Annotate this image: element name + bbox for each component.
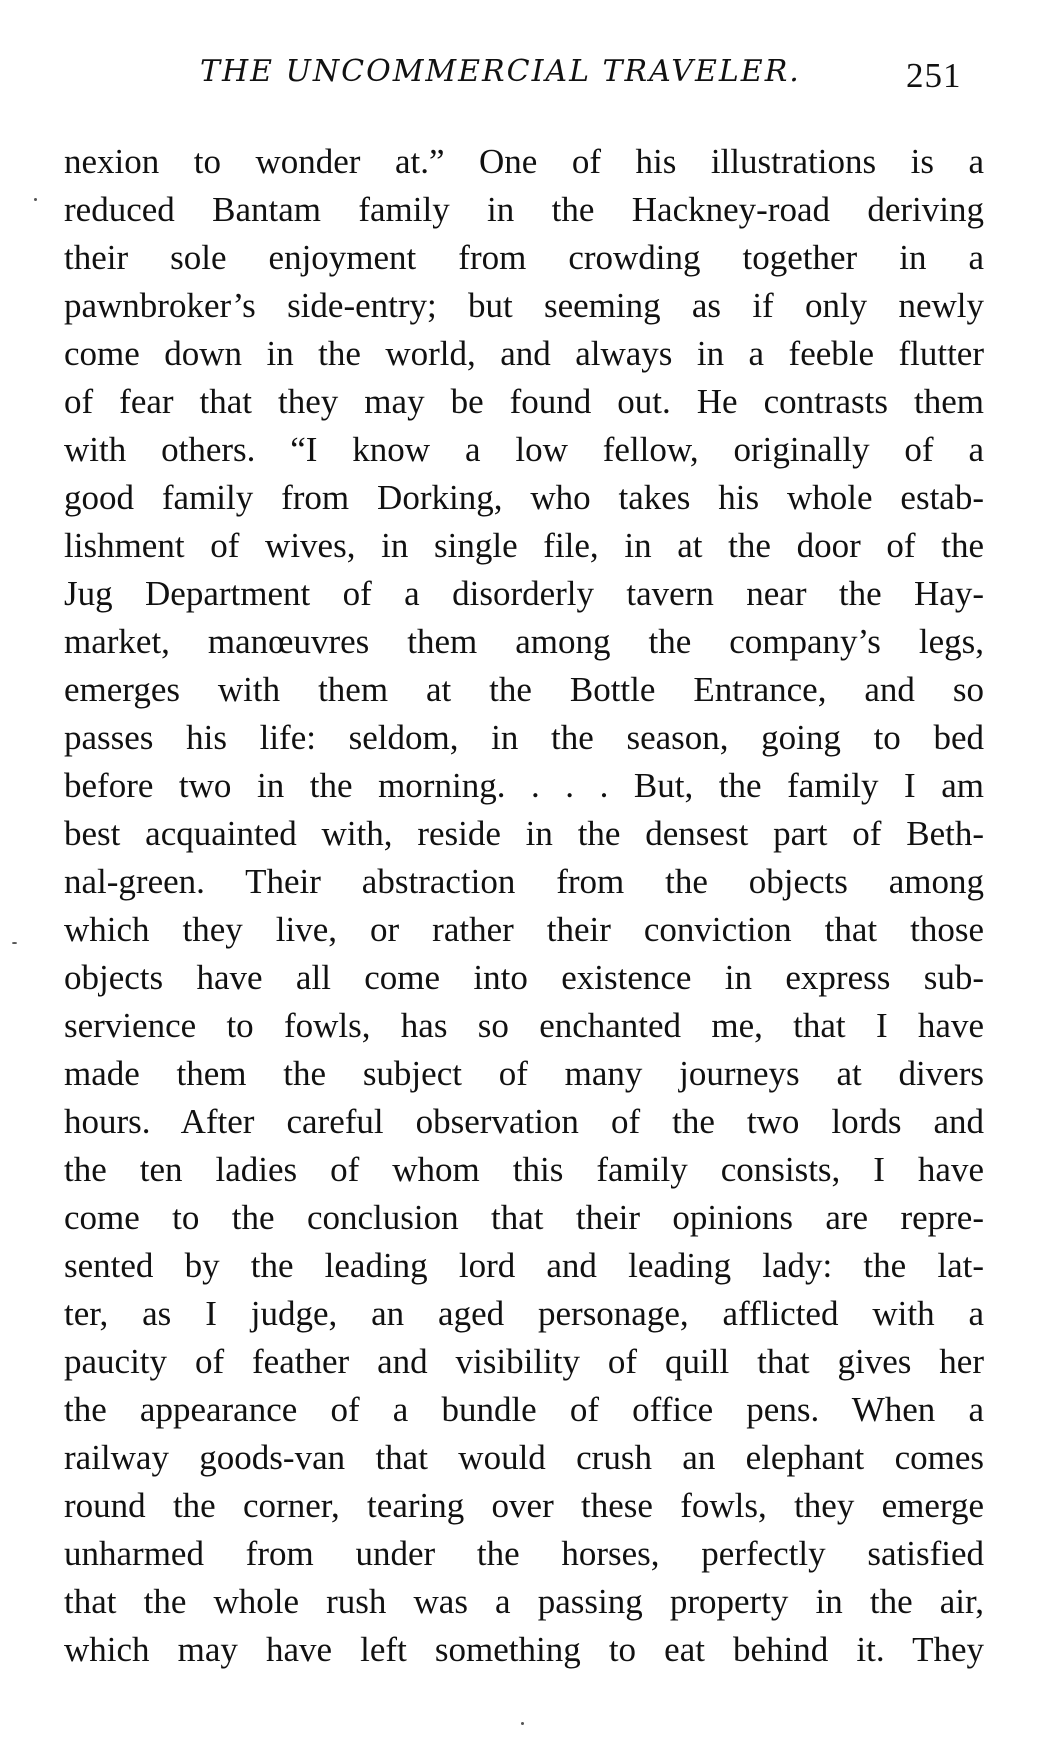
text-line: Jug Department of a disorderly tavern near the Hay- (64, 574, 984, 613)
text-line: nexion to wonder at.” One of his illustrations is a (64, 142, 984, 181)
text-line: which they live, or rather their conviction that those (64, 910, 984, 949)
text-line: lishment of wives, in single file, in at the door of the (64, 526, 984, 565)
text-line: come down in the world, and always in a feeble flutter (64, 334, 984, 373)
text-line: hours. After careful observation of the two lords and (64, 1102, 984, 1141)
text-line: sented by the leading lord and leading lady: the lat- (64, 1246, 984, 1285)
text-line: their sole enjoyment from crowding together in a (64, 238, 984, 277)
text-line: that the whole rush was a passing property in the air, (64, 1582, 984, 1621)
text-line: servience to fowls, has so enchanted me, that I have (64, 1006, 984, 1045)
body-text (64, 138, 984, 1674)
text-line: the ten ladies of whom this family consists, I have (64, 1150, 984, 1189)
text-line: best acquainted with, reside in the densest part of Beth- (64, 814, 984, 853)
scan-speck (521, 1722, 524, 1725)
text-line: railway goods-van that would crush an elephant comes (64, 1438, 984, 1477)
running-head-title: THE UNCOMMERCIAL TRAVELER. (200, 54, 801, 89)
text-line: come to the conclusion that their opinions are repre- (64, 1198, 984, 1237)
text-line: good family from Dorking, who takes his whole estab- (64, 478, 984, 517)
text-line: passes his life: seldom, in the season, going to bed (64, 718, 984, 757)
text-line: with others. “I know a low fellow, originally of a (64, 430, 984, 469)
text-line: emerges with them at the Bottle Entrance, and so (64, 670, 984, 709)
text-line: reduced Bantam family in the Hackney-road deriving (64, 190, 984, 229)
page-number: 251 (906, 56, 962, 95)
scan-speck (12, 942, 17, 944)
text-line: unharmed from under the horses, perfectly satisfied (64, 1534, 984, 1573)
text-line: of fear that they may be found out. He contrasts them (64, 382, 984, 421)
text-line: objects have all come into existence in express sub- (64, 958, 984, 997)
text-line: the appearance of a bundle of office pens. When a (64, 1390, 984, 1429)
text-line: pawnbroker’s side-entry; but seeming as if only newly (64, 286, 984, 325)
text-line: before two in the morning. . . . But, the family I am (64, 766, 984, 805)
text-line: made them the subject of many journeys at divers (64, 1054, 984, 1093)
text-line: round the corner, tearing over these fowls, they emerge (64, 1486, 984, 1525)
text-line: ter, as I judge, an aged personage, afflicted with a (64, 1294, 984, 1333)
text-line: market, manœuvres them among the company’s legs, (64, 622, 984, 661)
text-line: paucity of feather and visibility of quill that gives her (64, 1342, 984, 1381)
scan-speck (34, 198, 37, 201)
text-line: nal-green. Their abstraction from the objects among (64, 862, 984, 901)
text-line: which may have left something to eat behind it. They (64, 1630, 984, 1669)
